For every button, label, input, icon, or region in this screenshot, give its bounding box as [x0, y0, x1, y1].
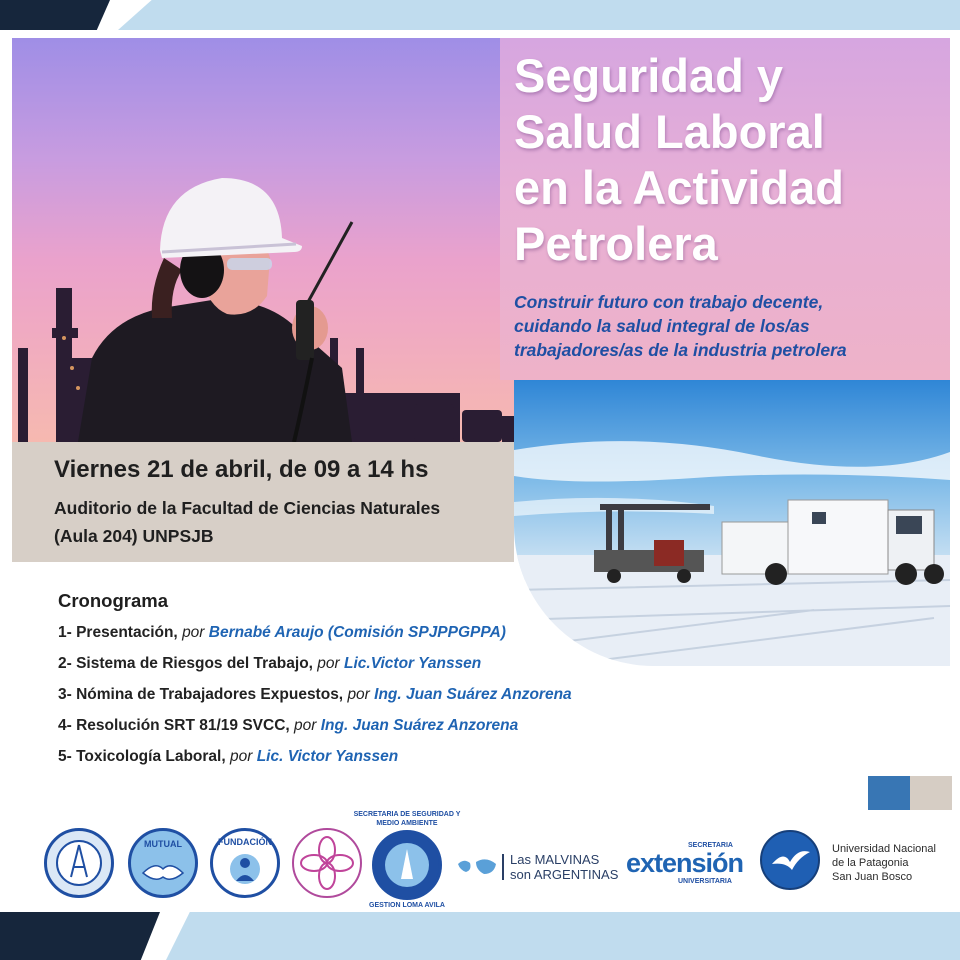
- extension-sub-label: UNIVERSITARIA: [678, 878, 732, 885]
- person-icon: [227, 851, 263, 887]
- truck-scene-image: [514, 380, 950, 666]
- subtitle: [514, 290, 934, 362]
- schedule-item: [58, 655, 481, 673]
- schedule-item: [58, 686, 572, 704]
- schedule-por: por: [294, 717, 317, 734]
- fundacion-logo: [210, 828, 280, 898]
- title-line: en la Actividad: [514, 161, 844, 214]
- unpsjb-name: [832, 842, 936, 884]
- event-venue-room: (Aula 204) UNPSJB: [54, 526, 214, 546]
- albatross-icon: [762, 832, 818, 888]
- decor-square-blue: [868, 776, 910, 810]
- tower-icon: [375, 833, 439, 897]
- malvinas-logo: [456, 850, 619, 884]
- extension-main-label: extensión: [626, 848, 744, 878]
- fundacion-label: FUNDACIÓN: [218, 837, 272, 847]
- oilfield-truck-photo: [514, 380, 950, 666]
- schedule-speaker: Bernabé Araujo (Comisión SPJPPGPPA): [208, 624, 506, 641]
- extension-logo: [626, 842, 750, 888]
- mutual-label: MUTUAL: [144, 839, 182, 849]
- gestion-label: GESTION LOMA AVILA: [369, 902, 445, 909]
- subtitle-line: cuidando la salud integral de los/as: [514, 316, 810, 336]
- subtitle-line: Construir futuro con trabajo decente,: [514, 292, 824, 312]
- flower-logo: [292, 828, 362, 898]
- schedule-por: por: [317, 655, 340, 672]
- schedule-speaker: Ing. Juan Suárez Anzorena: [374, 686, 572, 703]
- schedule-speaker: Lic.Victor Yanssen: [344, 655, 482, 672]
- mutual-logo: [128, 828, 198, 898]
- subtitle-line: trabajadores/as de la industria petrolera: [514, 340, 847, 360]
- title-line: Seguridad y: [514, 49, 784, 102]
- schedule-speaker: Lic. Victor Yanssen: [256, 748, 399, 765]
- page-title: [514, 48, 944, 272]
- oil-rig-icon: [47, 831, 111, 895]
- unpsjb-line: San Juan Bosco: [832, 871, 913, 883]
- top-frame-dark: [0, 0, 110, 30]
- title-line: Petrolera: [514, 217, 718, 270]
- unpsjb-line: Universidad Nacional: [832, 843, 936, 855]
- schedule-item: [58, 717, 518, 735]
- decor-square-beige: [910, 776, 952, 810]
- top-frame-light: [118, 0, 960, 30]
- flower-icon: [294, 830, 360, 896]
- sindicato-personal-logo: [44, 828, 114, 898]
- sindicato-petrolero-logo: [372, 830, 442, 900]
- unpsjb-line: de la Patagonia: [832, 857, 909, 869]
- bottom-frame-dark: [0, 912, 160, 960]
- bottom-frame-light: [166, 912, 960, 960]
- schedule-por: por: [347, 686, 370, 703]
- title-line: Salud Laboral: [514, 105, 825, 158]
- unpsjb-emblem: [760, 830, 820, 890]
- schedule-por: por: [182, 624, 205, 641]
- malvinas-line2: son ARGENTINAS: [510, 867, 619, 882]
- malvinas-line1: Las MALVINAS: [510, 852, 600, 867]
- schedule-item: [58, 748, 398, 766]
- event-venue: Auditorio de la Facultad de Ciencias Naturales: [54, 498, 441, 518]
- handshake-icon: [141, 855, 185, 885]
- schedule-topic: 3- Nómina de Trabajadores Expuestos,: [58, 686, 344, 703]
- schedule-topic: 4- Resolución SRT 81/19 SVCC,: [58, 717, 290, 734]
- schedule-topic: 5- Toxicología Laboral,: [58, 748, 226, 765]
- malvinas-divider: [502, 854, 504, 880]
- schedule-topic: 2- Sistema de Riesgos del Trabajo,: [58, 655, 313, 672]
- schedule-topic: 1- Presentación,: [58, 624, 178, 641]
- secretaria-label: SECRETARIA DE SEGURIDAD Y MEDIO AMBIENTE: [353, 811, 461, 827]
- schedule-por: por: [229, 748, 253, 765]
- malvinas-islands-icon: [456, 854, 500, 880]
- schedule-item: [58, 624, 506, 642]
- schedule-title: Cronograma: [58, 590, 168, 611]
- event-date: Viernes 21 de abril, de 09 a 14 hs: [54, 456, 429, 483]
- extension-small-label: SECRETARIA: [688, 842, 733, 849]
- schedule-speaker: Ing. Juan Suárez Anzorena: [320, 717, 519, 734]
